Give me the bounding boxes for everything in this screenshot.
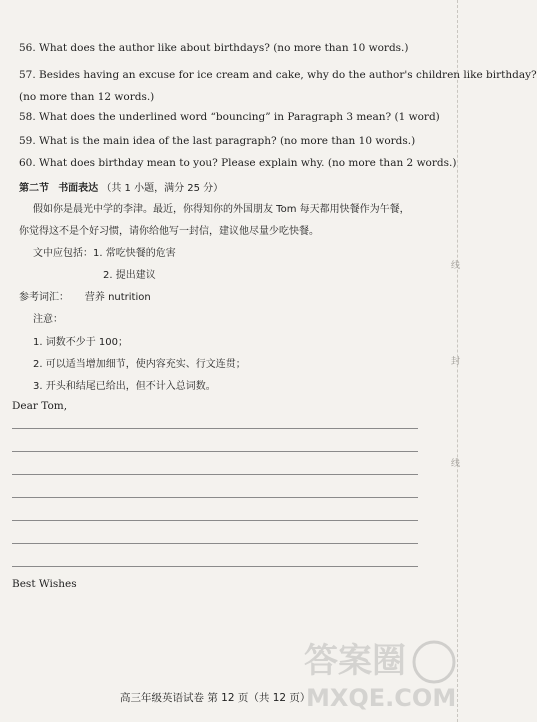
note-item: 3. 开头和结尾已给出，但不计入总词数。: [33, 381, 216, 392]
margin-char: 封: [451, 357, 461, 367]
margin-char: 线: [451, 261, 461, 271]
section-heading: [19, 179, 223, 194]
section-subtitle: 书面表达: [58, 183, 99, 194]
answer-line[interactable]: [12, 566, 418, 567]
section-title: 第二节: [19, 183, 49, 194]
watermark-text-top: 答案圈: [304, 641, 406, 681]
watermark-logo: [300, 628, 460, 712]
note-item: 1. 词数不少于 100；: [33, 337, 128, 348]
notes-label: 注意：: [33, 314, 63, 325]
page-footer: 高三年级英语试卷 第 12 页（共 12 页）: [120, 692, 311, 704]
answer-line[interactable]: [12, 497, 418, 498]
question-58: 58. What does the underlined word “bouncing” in Paragraph 3 mean? (1 word): [19, 111, 440, 123]
answer-line[interactable]: [12, 543, 418, 544]
question-60: 60. What does birthday mean to you? Please explain why. (no more than 2 words.): [19, 157, 457, 169]
question-57: 57. Besides having an excuse for ice cream and cake, why do the author's children like birthday?: [19, 69, 537, 81]
letter-closing: Best Wishes: [12, 578, 77, 590]
section-meta: （共 1 小题，满分 25 分）: [101, 183, 224, 194]
prompt-line-2: 你觉得这不是个好习惯，请你给他写一封信，建议他尽量少吃快餐。: [19, 226, 319, 237]
answer-line[interactable]: [12, 451, 418, 452]
letter-greeting: Dear Tom,: [12, 400, 68, 412]
prompt-line-1: 假如你是晨光中学的李津。最近，你得知你的外国朋友 Tom 每天都用快餐作为午餐，: [33, 204, 410, 215]
answer-line[interactable]: [12, 428, 418, 429]
answer-line[interactable]: [12, 474, 418, 475]
watermark-text-bottom: MXQE.COM: [306, 684, 457, 712]
content-requirements: 文中应包括：1. 常吃快餐的危害: [33, 248, 176, 259]
question-57-limit: (no more than 12 words.): [19, 91, 155, 103]
question-59: 59. What is the main idea of the last paragraph? (no more than 10 words.): [19, 135, 416, 147]
vocabulary: 参考词汇： 营养 nutrition: [19, 292, 151, 303]
margin-char: 线: [451, 459, 461, 469]
question-56: 56. What does the author like about birthdays? (no more than 10 words.): [19, 42, 409, 54]
note-item: 2. 可以适当增加细节，使内容充实、行文连贯；: [33, 359, 246, 370]
content-item-2: 2. 提出建议: [103, 270, 156, 281]
answer-line[interactable]: [12, 520, 418, 521]
